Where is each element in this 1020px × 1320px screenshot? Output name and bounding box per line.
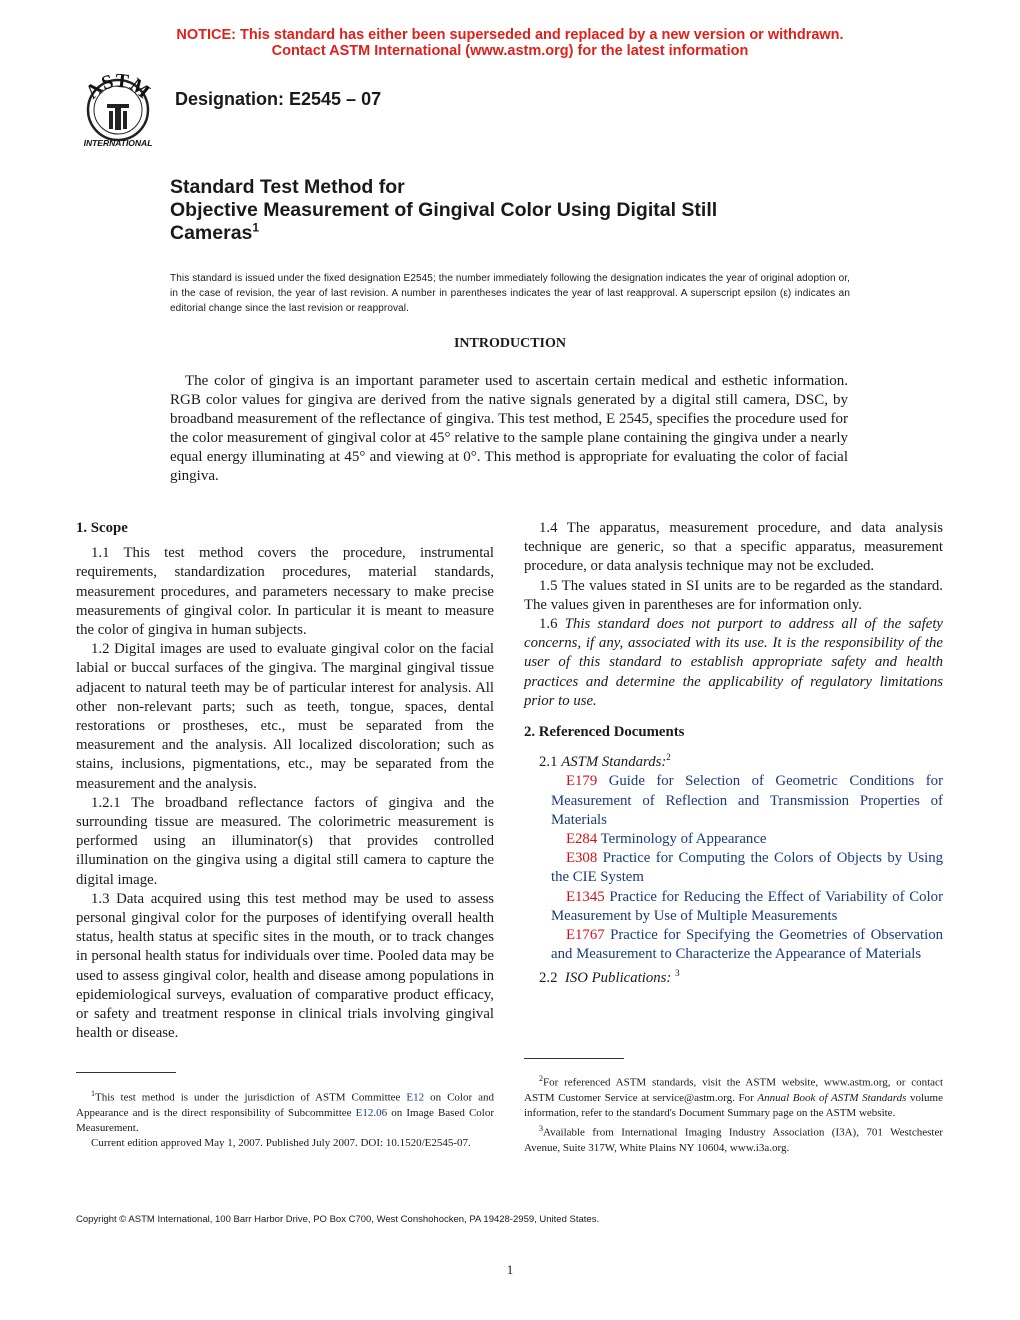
footnote-2-text-a: For referenced ASTM standards, visit the ASTM website, www.astm.org, or contact ASTM Customer Service at service@astm.org. For: [524, 1076, 943, 1104]
section-1-6: [524, 615, 943, 711]
scope-heading: 1. Scope: [76, 520, 128, 536]
reference-item: [524, 849, 943, 887]
reference-code-link[interactable]: E1345: [566, 888, 605, 905]
footnotes-left: [76, 1086, 494, 1151]
title-line-3-text: Cameras: [170, 222, 253, 244]
astm-logo-icon: [77, 74, 159, 148]
introduction-heading: INTRODUCTION: [453, 336, 566, 351]
page-number: 1: [506, 1262, 514, 1277]
section-1-1: 1.1 This test method covers the procedure, instrumental requirements, standardization procedures, material standards, measurement procedures, and parameters necessary to make precise measurements of gingival color. In particular it is meant to measure the color of gingiva in human subjects.: [76, 545, 494, 639]
reference-item: [524, 772, 943, 830]
reference-code-link[interactable]: E1767: [566, 926, 605, 943]
footnote-1-text-b: on Color and Appearance and is the direct responsibility of Subcommittee: [76, 1091, 494, 1119]
reference-item: [524, 888, 943, 926]
footnote-1-text-c: on Image Based Color Measurement.: [76, 1106, 495, 1135]
section-2-1-number: 2.1: [539, 754, 558, 771]
reference-code-link[interactable]: E284: [566, 830, 598, 847]
footnote-rule-left: [76, 1072, 176, 1073]
introduction-body: [170, 372, 848, 486]
left-column: [76, 519, 494, 1043]
footnote-1: [76, 1086, 494, 1136]
withdrawal-notice: [0, 27, 1020, 59]
section-2-2: [524, 964, 943, 988]
iso-publications-label: ISO Publications:: [564, 970, 672, 987]
reference-title-link[interactable]: Practice for Specifying the Geometries of Observation and Measurement to Characterize the Appearance of Materials: [551, 926, 944, 963]
title-line-3: [170, 222, 890, 245]
footnote-3-marker: 3: [539, 1124, 543, 1134]
footnote-current-edition: Current edition approved May 1, 2007. Published July 2007. DOI: 10.1520/E2545-07.: [91, 1137, 471, 1150]
section-1-2-1: 1.2.1 The broadband reflectance factors of gingiva and the surrounding tissue are measured. The colorimetric measurement is performed using an illuminator(s) that provides controlled illumination on the gingiva using a digital still camera to capture the digital image.: [76, 794, 494, 888]
footnote-1-marker: 1: [91, 1089, 95, 1098]
footnote-3: [524, 1121, 943, 1156]
footnote-2-marker: 2: [539, 1074, 543, 1083]
copyright: Copyright © ASTM International, 100 Barr Harbor Drive, PO Box C700, West Conshohocken, PA 19428-2959, United States.: [76, 1214, 600, 1225]
document-title: [170, 176, 890, 245]
section-1-6-number: 1.6: [539, 616, 558, 633]
reference-title-link[interactable]: Terminology of Appearance: [600, 830, 767, 847]
astm-logo: [77, 74, 159, 148]
section-2-2-number: 2.2: [539, 970, 558, 987]
reference-item: [524, 830, 943, 849]
footnotes-right: [524, 1071, 943, 1156]
committee-e12-link[interactable]: E12: [406, 1091, 425, 1104]
section-1-2: 1.2 Digital images are used to evaluate gingival color on the facial labial or buccal surfaces of the gingiva. The marginal gingival tissue adjacent to natural teeth may be of particular interest for analysis. All other non-relevant parts; such as teeth, tongue, spaces, dental restorations or prostheses, etc., must be separated from the measurement and the analysis. All localized discoloration; such as stains, inclusions, pigmentations, etc., may be separated from the measurement and the analysis.: [76, 641, 494, 792]
logo-letters: ASTM: [81, 74, 155, 104]
section-2-1: [524, 748, 943, 772]
section-1-6-text: This standard does not purport to address all of the safety concerns, if any, associated with its use. It is the responsibility of the user of this standard to establish appropriate safety and health practices and determine the applicability of regulatory limitations prior to use.: [524, 616, 943, 709]
reference-title-link[interactable]: Practice for Reducing the Effect of Variability of Color Measurement by Use of Multiple Measurements: [551, 888, 943, 924]
reference-item: [524, 926, 943, 964]
right-column: [524, 519, 943, 989]
annual-book-title: Annual Book of ASTM Standards: [757, 1091, 907, 1104]
section-1-4: 1.4 The apparatus, measurement procedure, and data analysis technique are generic, so that a specific apparatus, measurement procedure, or data analysis technique may not be excluded.: [524, 520, 943, 575]
section-1-3: 1.3 Data acquired using this test method may be used to assess personal gingival color for the purposes of identifying overall health status, health status at specific sites in the mouth, or to track changes in personal health status for individuals over time. Pooled data may be used to assess gingival color, health and disease among populations in epidemiological surveys, evaluation of comparative product efficacy, or safety and treatment response in clinical trials involving gingival health or disease.: [76, 890, 494, 1042]
astm-standards-footnote-ref: 2: [666, 752, 671, 763]
footnote-rule-right: [524, 1058, 624, 1059]
designation: Designation: E2545 – 07: [175, 89, 382, 109]
footnote-1-text-a: This test method is under the jurisdiction of ASTM Committee: [95, 1091, 401, 1104]
reference-code-link[interactable]: E308: [566, 850, 598, 867]
issued-note: This standard is issued under the fixed designation E2545; the number immediately following the designation indicates the year of original adoption or, in the case of revision, the year of last revision. A number in parentheses indicates the year of last reapproval. A superscript epsilon (ε) indicates an editorial change since the last revision or reapproval.: [170, 273, 850, 314]
notice-line-2: Contact ASTM International (www.astm.org) for the latest information: [271, 43, 749, 59]
logo-caption: INTERNATIONAL: [83, 138, 153, 148]
astm-standards-label: ASTM Standards:: [561, 754, 667, 771]
reference-code-link[interactable]: E179: [566, 773, 598, 790]
subcommittee-e12-06-link[interactable]: E12.06: [355, 1106, 388, 1119]
section-1-5: 1.5 The values stated in SI units are to be regarded as the standard. The values given in parentheses are for information only.: [524, 577, 943, 613]
introduction-text: The color of gingiva is an important parameter used to ascertain certain medical and esthetic information. RGB color values for gingiva are derived from the native signals generated by a digital still camera, DSC, by broadband measurement of the reflectance of gingiva. This test method, E 2545, specifies the procedure used for the color measurement of gingival color at 45° relative to the sample plane containing the gingiva under a nearly equal energy illuminating at 45° and viewing at 0°. This method is appropriate for evaluating the color of facial gingiva.: [170, 373, 848, 484]
notice-line-1: NOTICE: This standard has either been superseded and replaced by a new version or withdrawn.: [176, 27, 844, 43]
title-line-2: Objective Measurement of Gingival Color Using Digital Still: [170, 199, 718, 221]
footnote-2-text-b: volume information, refer to the standard's Document Summary page on the ASTM website.: [524, 1091, 943, 1120]
reference-title-link[interactable]: Practice for Computing the Colors of Objects by Using the CIE System: [551, 850, 943, 886]
footnote-3-text: Available from International Imaging Industry Association (I3A), 701 Westchester Avenue, Suite 317W, White Plains NY 10604, www.i3a.org.: [524, 1126, 943, 1155]
reference-title-link[interactable]: Guide for Selection of Geometric Conditions for Measurement of Reflection and Transmission Properties of Materials: [551, 773, 944, 828]
reference-list: [524, 772, 943, 964]
iso-footnote-ref: 3: [675, 968, 680, 979]
footnote-2: [524, 1071, 943, 1121]
title-footnote-ref: 1: [252, 220, 260, 235]
title-line-1: Standard Test Method for: [170, 176, 405, 198]
referenced-documents-heading: 2. Referenced Documents: [524, 724, 685, 741]
